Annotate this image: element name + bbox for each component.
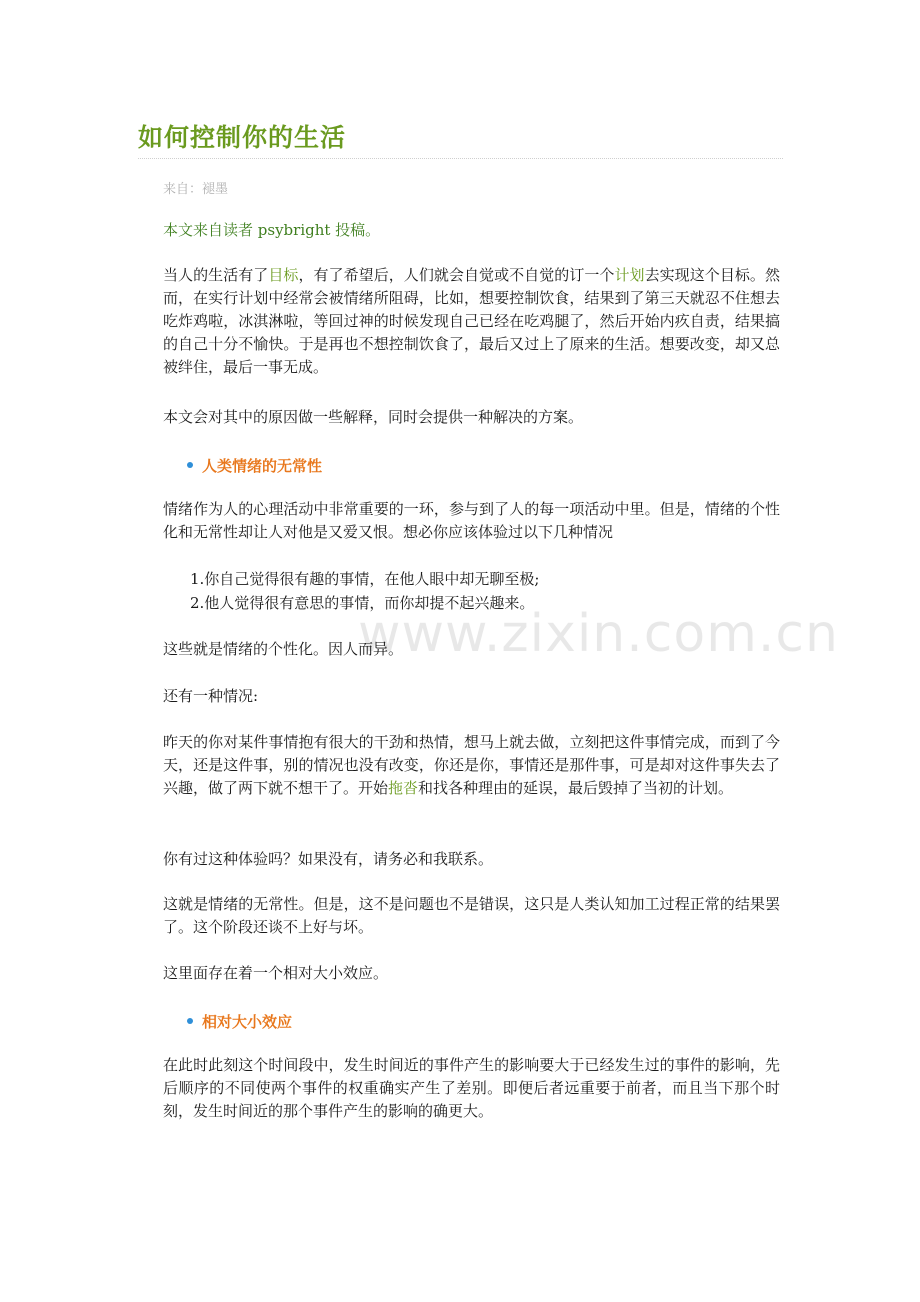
lead-paragraph: 本文来自读者 psybright 投稿。 [163, 221, 381, 239]
paragraph-emotion: 情绪作为人的心理活动中非常重要的一环，参与到了人的每一项活动中里。但是，情绪的个性化和无常性却让人对他是又爱又恨。想必你应该体验过以下几种情况 [163, 500, 780, 541]
article-source: 来自：褪墨 [163, 182, 229, 197]
bullet-dot-icon [187, 462, 193, 468]
list-item: 2.他人觉得很有意思的事情，而你却提不起兴趣来。 [190, 594, 535, 612]
paragraph-question: 你有过这种体验吗？如果没有，请务必和我联系。 [163, 850, 494, 868]
link-procrastination[interactable]: 拖沓 [388, 779, 419, 797]
title-divider [138, 158, 783, 159]
list-item: 1.你自己觉得很有趣的事情，在他人眼中却无聊至极; [190, 570, 540, 588]
section-heading-emotion [187, 455, 322, 476]
paragraph-text: 昨天的你对某件事情抱有很大的干劲和热情，想马上就去做，立刻把这件事情完成，而到了今天，还是这件事，别的情况也没有改变，你还是你，事情还是那件事，可是却对这件事失去了兴趣，做了两下就不想干了。开始 [163, 733, 780, 797]
paragraph-text: ，有了希望后，人们就会自觉或不自觉的订一个 [298, 266, 615, 284]
paragraph-purpose: 本文会对其中的原因做一些解释，同时会提供一种解决的方案。 [163, 408, 584, 426]
article-title: 如何控制你的生活 [138, 123, 347, 152]
paragraph-text: 去实现这个目标。然而，在实行计划中经常会被情绪所阻碍，比如，想要控制饮食，结果到了第三天就忍不住想去吃炸鸡啦，冰淇淋啦，等回过神的时候发现自己已经在吃鸡腿了，然后开始内疚自责，结果搞的自己十分不愉快。于是再也不想控制饮食了，最后又过上了原来的生活。想要改变，却又总被绊住，最后一事无成。 [163, 266, 780, 376]
link-goal[interactable]: 目标 [268, 266, 299, 284]
paragraph-text: 当人的生活有了 [163, 266, 269, 284]
section-title: 人类情绪的无常性 [202, 457, 323, 475]
watermark: www.zixin.com.cn [358, 604, 839, 664]
bullet-dot-icon [187, 1018, 193, 1024]
paragraph-intro [163, 264, 780, 379]
paragraph-relative-size: 在此时此刻这个时间段中，发生时间近的事件产生的影响要大于已经发生过的事件的影响，先后顺序的不同使两个事件的权重确实产生了差别。即便后者远重要于前者，而且当下那个时刻，发生时间近的那个事件产生的影响的确更大。 [163, 1056, 780, 1120]
paragraph-text: 和找各种理由的延误，最后毁掉了当初的计划。 [418, 779, 734, 797]
link-plan[interactable]: 计划 [614, 266, 645, 284]
section-heading-relative-size [187, 1011, 292, 1032]
paragraph-personalization: 这些就是情绪的个性化。因人而异。 [163, 640, 404, 658]
paragraph-example [163, 731, 780, 800]
paragraph-another-case: 还有一种情况: [163, 687, 259, 705]
paragraph-impermanence: 这就是情绪的无常性。但是，这不是问题也不是错误，这只是人类认知加工过程正常的结果罢了。这个阶段还谈不上好与坏。 [163, 895, 780, 936]
paragraph-effect-intro: 这里面存在着一个相对大小效应。 [163, 964, 389, 982]
section-title: 相对大小效应 [202, 1013, 293, 1031]
